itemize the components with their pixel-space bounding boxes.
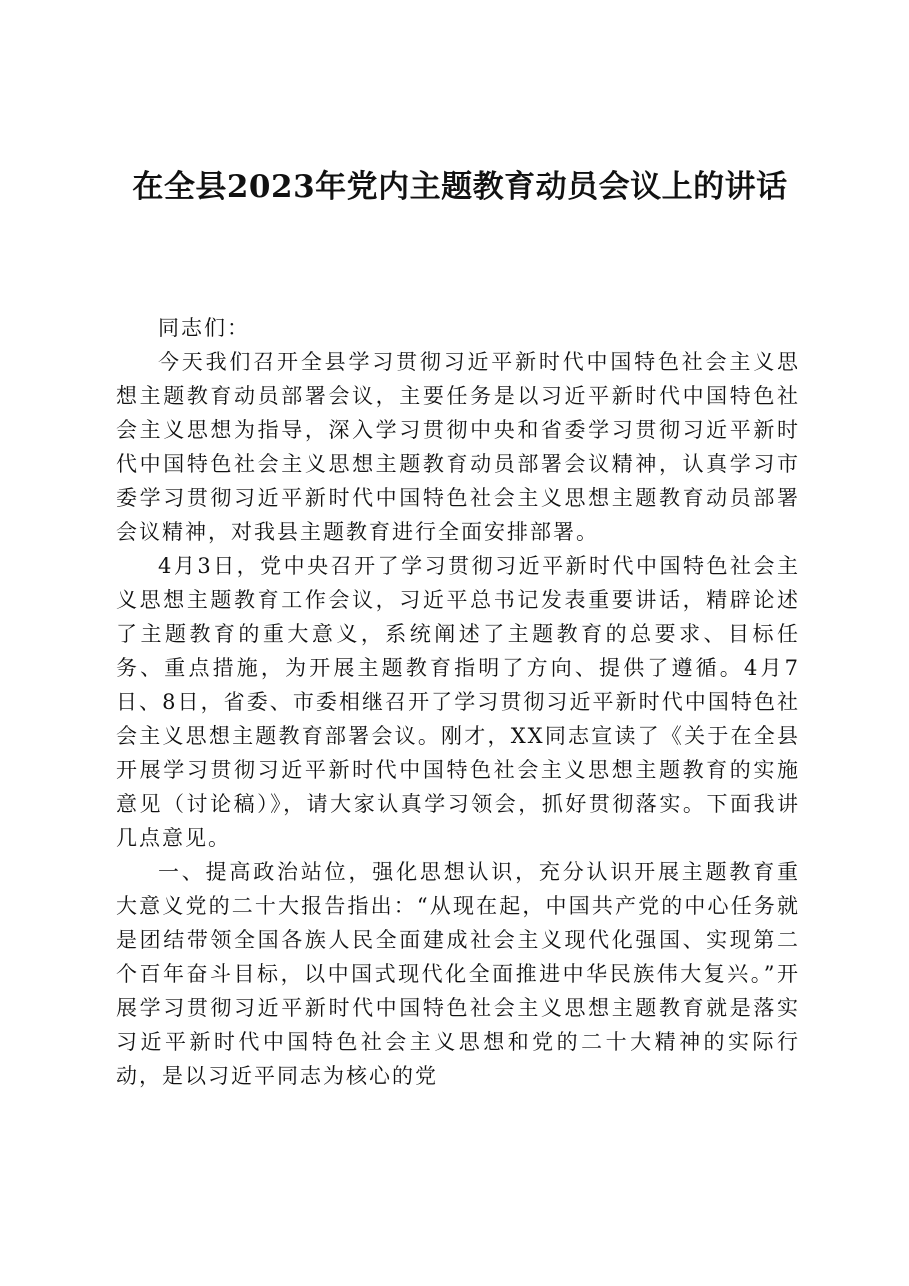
paragraph-2: 4月3日，党中央召开了学习贯彻习近平新时代中国特色社会主义思想主题教育工作会议，习近平总书记发表重要讲话，精辟论述了主题教育的重大意义，系统阐述了主题教育的总要求、目标任务、重点措施，为开展主题教育指明了方向、提供了遵循。4月7日、8日，省委、市委相继召开了学习贯彻习近平新时代中国特色社会主义思想主题教育部署会议。刚才，XX同志宣读了《关于在全县开展学习贯彻习近平新时代中国特色社会主义思想主题教育的实施意见（讨论稿）》，请大家认真学习领会，抓好贯彻落实。下面我讲几点意见。 <box>116 554 800 850</box>
salutation: 同志们： <box>158 316 250 340</box>
document-body <box>116 311 800 1093</box>
paragraph-3: 一、提高政治站位，强化思想认识，充分认识开展主题教育重大意义党的二十大报告指出：“从现在起，中国共产党的中心任务就是团结带领全国各族人民全面建成社会主义现代化强国、实现第二个百年奋斗目标，以中国式现代化全面推进中华民族伟大复兴。”开展学习贯彻习近平新时代中国特色社会主义思想主题教育就是落实习近平新时代中国特色社会主义思想和党的二十大精神的实际行动，是以习近平同志为核心的党 <box>116 860 800 1088</box>
paragraph-1: 今天我们召开全县学习贯彻习近平新时代中国特色社会主义思想主题教育动员部署会议，主要任务是以习近平新时代中国特色社会主义思想为指导，深入学习贯彻中央和省委学习贯彻习近平新时代中国特色社会主义思想主题教育动员部署会议精神，认真学习市委学习贯彻习近平新时代中国特色社会主义思想主题教育动员部署会议精神，对我县主题教育进行全面安排部署。 <box>116 350 800 544</box>
document-title: 在全县2023年党内主题教育动员会议上的讲话 <box>132 169 788 205</box>
